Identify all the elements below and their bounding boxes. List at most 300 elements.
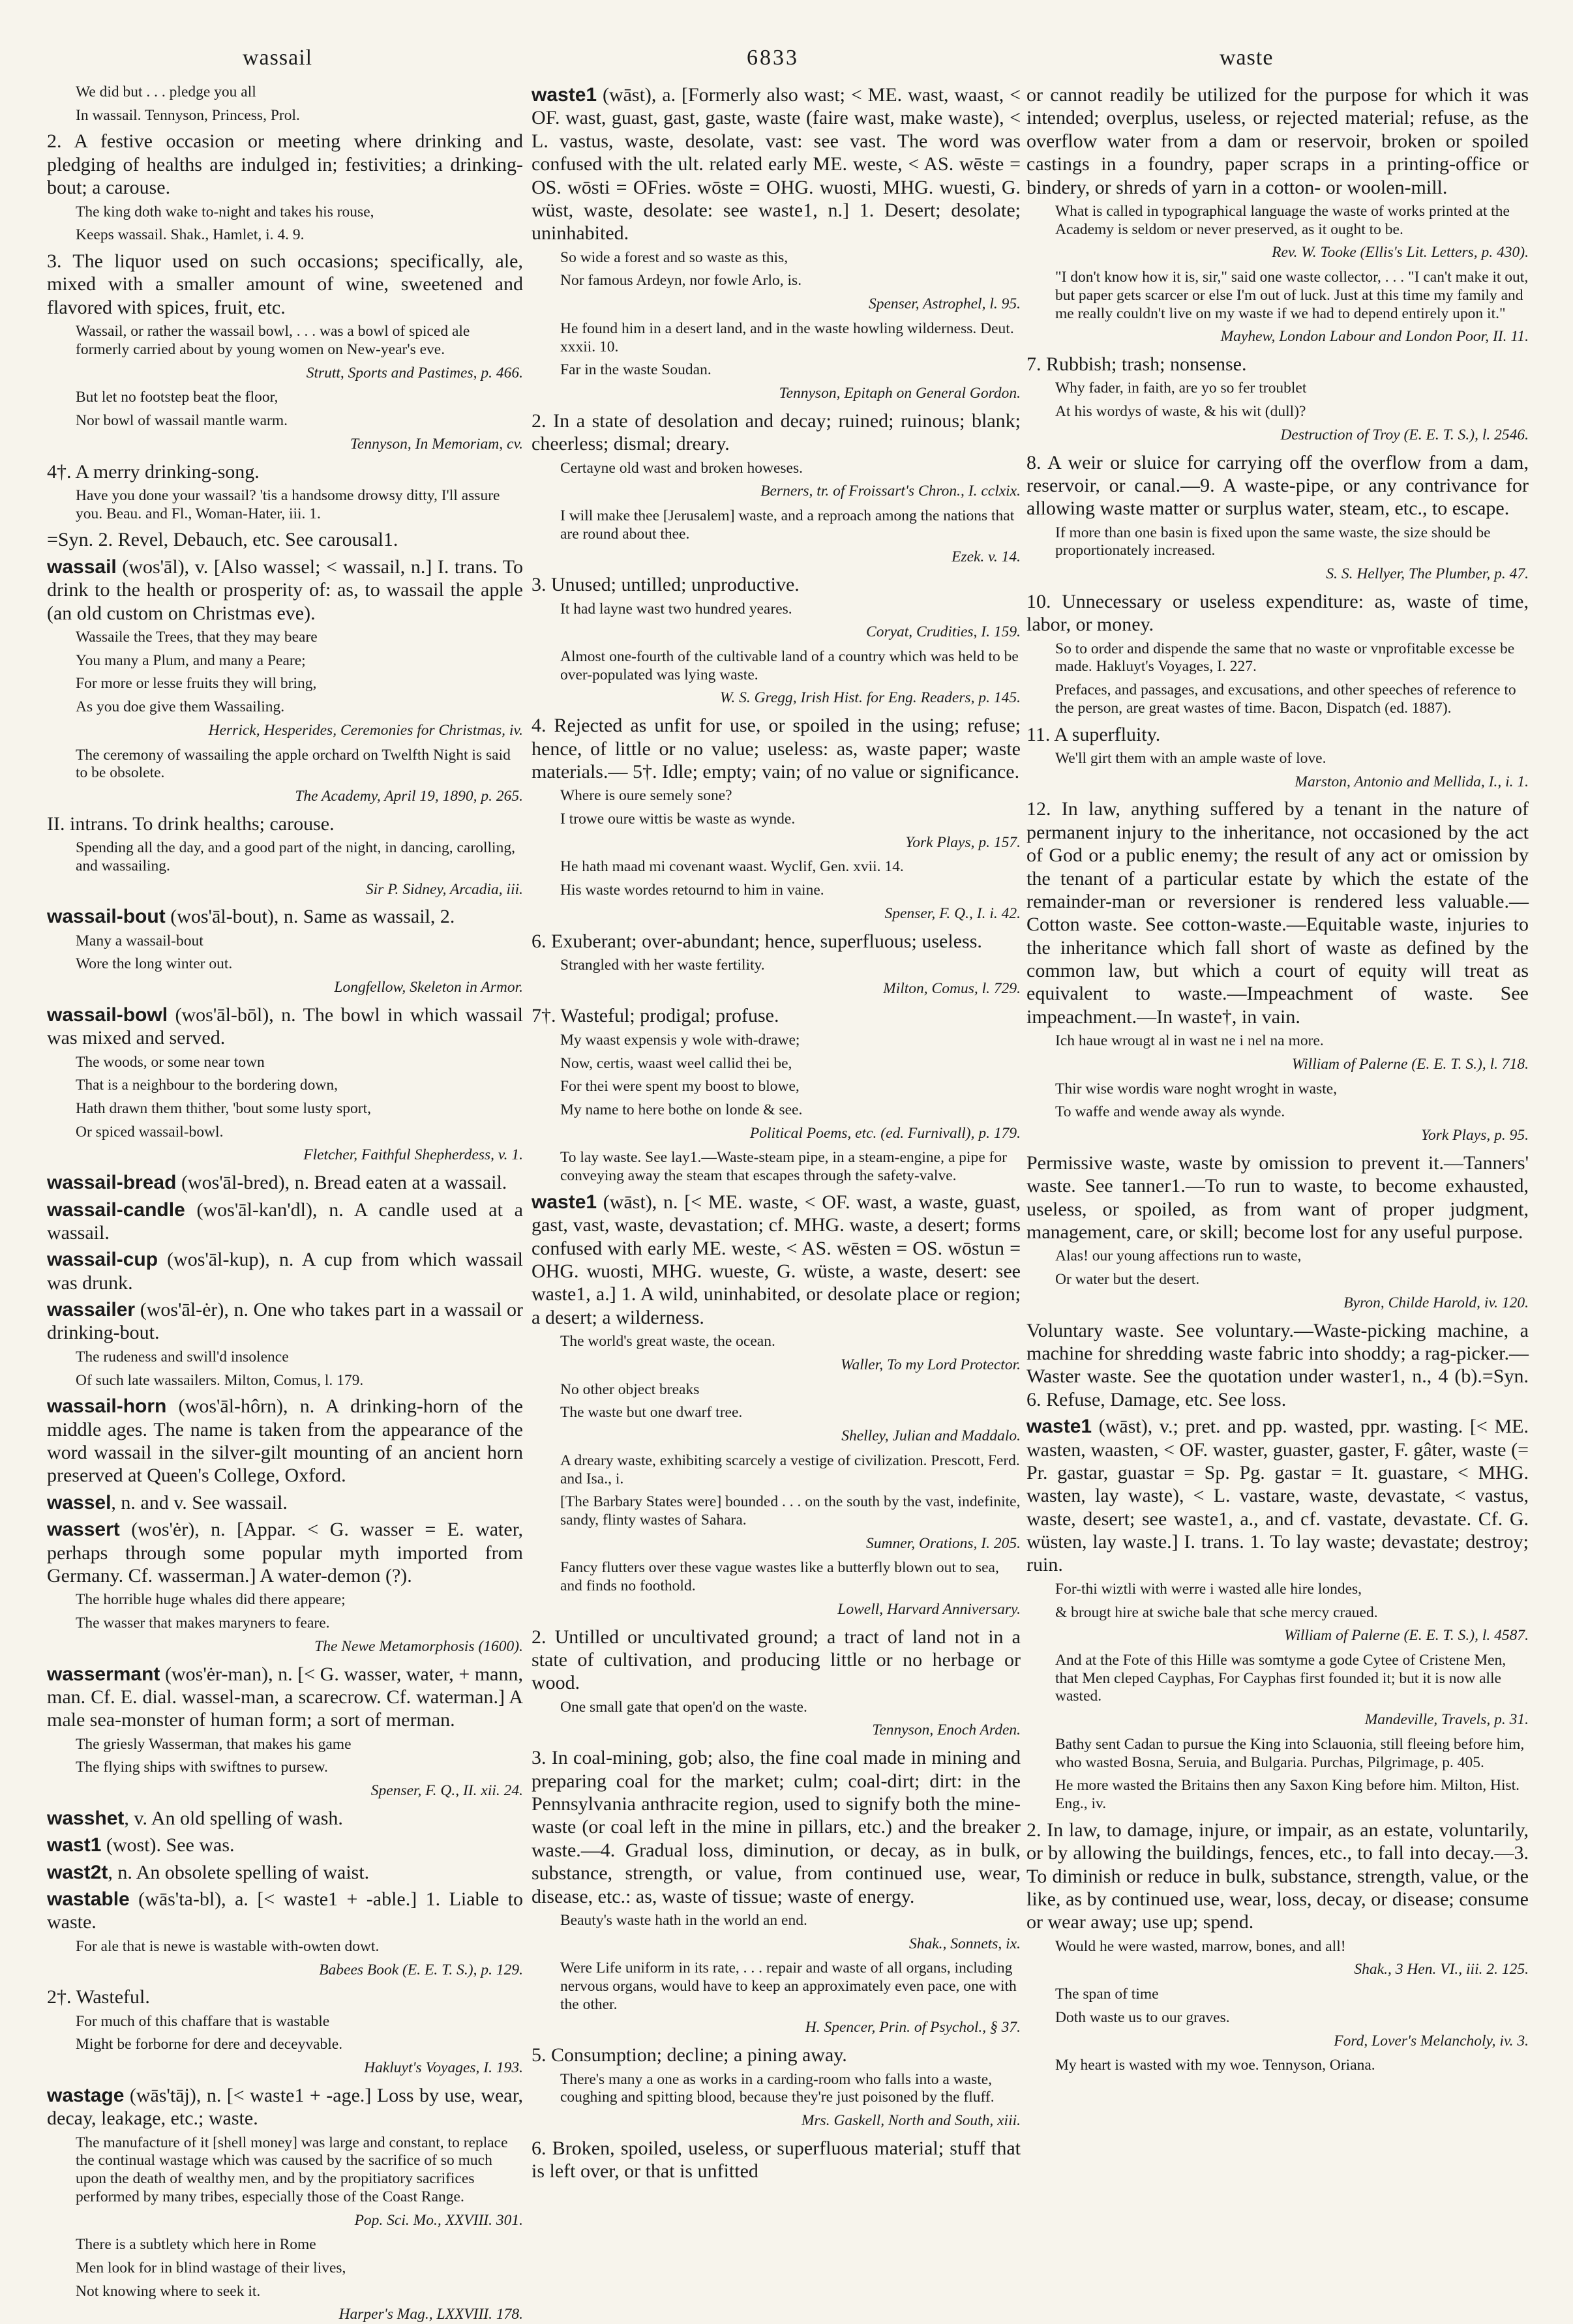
headword: wastage [47, 2084, 125, 2106]
entry-headword-paragraph [47, 1834, 523, 1856]
entry-text: In wassail. Tennyson, Princess, Prol. [76, 106, 300, 124]
entry-text: The waste but one dwarf tree. [560, 1404, 743, 1422]
quotation [1026, 1247, 1529, 1266]
entry-text: 2. A festive occasion or meeting where drinking and pledging of healths are indulged in; festivities; a drinking-bout; a carouse. [47, 130, 523, 199]
entry-text: Strutt, Sports and Pastimes, p. 466. [306, 364, 523, 381]
quotation [532, 1559, 1021, 1595]
entry-text: Or water but the desert. [1055, 1271, 1200, 1289]
entry-text: His waste wordes retournd to him in vaine. [560, 882, 824, 899]
entry-text: H. Spencer, Prin. of Psychol., § 37. [805, 2019, 1021, 2036]
definition-paragraph [47, 1986, 523, 2008]
entry-text: The world's great waste, the ocean. [560, 1333, 775, 1350]
entry-text: Berners, tr. of Froissart's Chron., I. cclxix. [760, 483, 1021, 500]
entry-text: Rev. W. Tooke (Ellis's Lit. Letters, p. 430). [1272, 244, 1529, 261]
entry-text: William of Palerne (E. E. T. S.), l. 718. [1291, 1055, 1529, 1073]
quotation [532, 601, 1021, 619]
entry-text: For ale that is newe is wastable with-owten dowt. [76, 1937, 380, 1955]
entry-text: Lowell, Harvard Anniversary. [837, 1600, 1021, 1618]
entry-text: Bathy sent Cadan to pursue the King into Sclauonia, still fleeing before him, who wasted Bosna, Seruia, and Bulgaria. Purchas, Pilgrimage, p. 405. [1055, 1735, 1525, 1771]
quotation [47, 2013, 523, 2031]
definition-paragraph [532, 2044, 1021, 2066]
citation-source [532, 295, 1021, 314]
citation-source [532, 623, 1021, 642]
quotation [532, 320, 1021, 356]
quotation [47, 389, 523, 407]
quotation [47, 932, 523, 951]
entry-text: 7†. Wasteful; prodigal; profuse. [532, 1005, 779, 1027]
quotation [47, 2259, 523, 2278]
quotation [47, 747, 523, 782]
quotation [532, 1101, 1021, 1120]
entry-text: Byron, Childe Harold, iv. 120. [1343, 1294, 1529, 1311]
quotation [47, 1348, 523, 1367]
quotation [532, 2071, 1021, 2107]
entry-text: Spenser, F. Q., I. i. 42. [884, 904, 1021, 922]
entry-text: Herrick, Hesperides, Ceremonies for Christmas, iv. [208, 721, 523, 739]
entry-text: Nor famous Ardeyn, nor fowle Arlo, is. [560, 272, 802, 290]
entry-headword-paragraph [47, 556, 523, 625]
quotation [1026, 1986, 1529, 2004]
entry-text: Harper's Mag., LXXVIII. 178. [338, 2306, 523, 2323]
entry-text: The Newe Metamorphosis (1600). [314, 1637, 523, 1655]
entry-text: Mayhew, London Labour and London Poor, II. 11. [1220, 328, 1529, 346]
quotation [47, 83, 523, 102]
entry-text: Tennyson, Enoch Arden. [872, 1721, 1021, 1739]
entry-text: It had layne wast two hundred yeares. [560, 600, 792, 618]
entry-text: Strangled with her waste fertility. [560, 957, 765, 974]
headword: wassail-horn [47, 1395, 167, 1418]
entry-text: A dreary waste, exhibiting scarcely a vestige of civilization. Prescott, Ferd. and Isa., i. [560, 1452, 1020, 1487]
definition-paragraph [1026, 797, 1529, 1028]
entry-text: The rudeness and swill'd insolence [76, 1348, 289, 1365]
entry-text: Waller, To my Lord Protector. [841, 1356, 1021, 1373]
citation-source [532, 1601, 1021, 1619]
entry-text: Tennyson, In Memoriam, cv. [350, 435, 523, 453]
entry-text: For thei were spent my boost to blowe, [560, 1078, 800, 1095]
quotation [1026, 681, 1529, 717]
entry-text: The Academy, April 19, 1890, p. 265. [295, 787, 523, 805]
quotation [47, 1938, 523, 1956]
entry-text: Beauty's waste hath in the world an end. [560, 1911, 807, 1929]
entry-text: Milton, Comus, l. 729. [883, 979, 1021, 997]
entry-text: To waffe and wende away als wynde. [1055, 1103, 1285, 1121]
citation-source [1026, 773, 1529, 792]
definition-paragraph [47, 812, 523, 835]
entry-text: 12. In law, anything suffered by a tenant in the nature of permanent injury to the inheritance, not occasioned by the act of God or a public enemy; the result of any act or omission by the tenant of a particular estate by which the estate of the remainder-man or reversioner is rendered less valuable.—Cotton waste. See cotton-waste.—Equitable waste, injuries to the inheritance which fall short of waste as defined by the common law, but which a court of equity will treat as equivalent to waste.—Impeachment of waste. See impeachment.—In waste†, in vain. [1026, 798, 1529, 1028]
quotation [47, 107, 523, 125]
quotation [1026, 1652, 1529, 1706]
definition-paragraph [1026, 83, 1529, 199]
entry-text: Shak., Sonnets, ix. [909, 1935, 1021, 1952]
headword: wassail-cup [47, 1249, 158, 1271]
entry-text: Thir wise wordis ware noght wroght in waste, [1055, 1080, 1338, 1097]
entry-headword-paragraph [47, 1491, 523, 1514]
definition-paragraph [532, 1626, 1021, 1695]
definition-paragraph [532, 410, 1021, 456]
entry-headword-paragraph [47, 1888, 523, 1934]
entry-text: Might be forborne for dere and deceyvable. [76, 2036, 343, 2053]
citation-source [532, 834, 1021, 852]
entry-text: 5. Consumption; decline; a pining away. [532, 2044, 847, 2066]
citation-source [532, 1356, 1021, 1375]
quotation [1026, 380, 1529, 398]
headword: waste1 [532, 1191, 597, 1213]
quotation [47, 487, 523, 523]
entry-text: 2. In a state of desolation and decay; ruined; ruinous; blank; cheerless; dismal; dreary. [532, 410, 1021, 455]
entry-text: The flying ships with swiftnes to pursew. [76, 1759, 328, 1776]
entry-text: We'll girt them with an ample waste of love. [1055, 749, 1326, 767]
entry-text: Fletcher, Faithful Shepherdess, v. 1. [303, 1146, 523, 1164]
entry-text: York Plays, p. 95. [1421, 1127, 1529, 1144]
entry-text: My name to here bothe on londe & see. [560, 1101, 803, 1118]
entry-text: Or spiced wassail-bowl. [76, 1123, 224, 1140]
entry-text: Voluntary waste. See voluntary.—Waste-picking machine, a machine for shredding waste fabric into shoddy; a rag-picker.—Waster waste. See the quotation under waster1, n., 4 (b).=Syn. 6. Refuse, Damage, etc. See loss. [1026, 1319, 1529, 1410]
entry-text: He found him in a desert land, and in the waste howling wilderness. Deut. xxxii. 10. [560, 320, 1014, 355]
quotation [532, 1912, 1021, 1930]
entry-text: For much of this chaffare that is wastable [76, 2012, 330, 2030]
citation-source [47, 1638, 523, 1656]
entry-text: (wāst), v.; pret. and pp. wasted, ppr. wasting. [< ME. wasten, waasten, < OF. waster, guaster, gaster, F. gâter, waste (= Pr. gastar, guastar = Sp. Pg. gastar = It. guastare, < MHG. wasten, lay waste), < L. vastare, waste, devastate, < vastus, waste, desert; see waste1, a., and cf. vastate, devastate. Cf. G. wüsten, lay waste.] I. trans. 1. To lay waste; devastate; destroy; ruin. [1026, 1416, 1529, 1576]
header-right-guide-word: waste [1220, 46, 1274, 70]
entry-headword-paragraph [47, 1518, 523, 1587]
citation-source [47, 722, 523, 740]
entry-text: For more or lesse fruits they will bring, [76, 675, 317, 693]
citation-source [532, 1935, 1021, 1954]
entry-text: Keeps wassail. Shak., Hamlet, i. 4. 9. [76, 226, 305, 244]
quotation [532, 1333, 1021, 1351]
entry-text: 3. In coal-mining, gob; also, the fine coal made in mining and preparing coal for the market; culm; coal-dirt; dirt: in the Pennsylvania anthracite region, used to signify both the mine-waste (or coal left in the mine in pillars, etc.) and the breaker waste.—4. Gradual loss, diminution, or decay, as in bulk, substance, strength, or value, from continued use, wear, disease, etc.: as, waste of tissue; waste of energy. [532, 1747, 1021, 1907]
quotation [47, 1759, 523, 1777]
entry-text: Of such late wassailers. Milton, Comus, l. 179. [76, 1371, 364, 1389]
entry-headword-paragraph [532, 1191, 1021, 1329]
citation-source [532, 905, 1021, 923]
citation-source [532, 548, 1021, 567]
quotation [47, 2036, 523, 2054]
headword: wassail-candle [47, 1199, 185, 1221]
quotation [47, 2134, 523, 2207]
quotation [1026, 524, 1529, 560]
entry-text: Spending all the day, and a good part of the night, in dancing, carolling, and wassailing. [76, 839, 515, 874]
entry-text: S. S. Hellyer, The Plumber, p. 47. [1326, 565, 1529, 583]
quotation [47, 412, 523, 430]
quotation [532, 1699, 1021, 1717]
entry-text: 7. Rubbish; trash; nonsense. [1026, 353, 1247, 375]
quotation [47, 1591, 523, 1609]
quotation [1026, 203, 1529, 239]
definition-paragraph [47, 528, 523, 551]
quotation [532, 1055, 1021, 1073]
citation-source [1026, 1294, 1529, 1313]
quotation [532, 272, 1021, 290]
quotation [532, 811, 1021, 829]
entry-text: Nor bowl of wassail mantle warm. [76, 412, 288, 430]
quotation [47, 1124, 523, 1142]
entry-headword-paragraph [47, 1199, 523, 1245]
entry-text: Fancy flutters over these vague wastes like a butterfly blown out to sea, and finds no foothold. [560, 1559, 999, 1595]
citation-source [47, 2306, 523, 2324]
headword: wast2t [47, 1861, 108, 1883]
entry-text: Many a wassail-bout [76, 932, 203, 949]
quotation [532, 1493, 1021, 1529]
entry-text: Wassaile the Trees, that they may beare [76, 628, 318, 646]
quotation [47, 1615, 523, 1633]
quotation [1026, 1103, 1529, 1122]
entry-headword-paragraph [47, 1663, 523, 1732]
entry-text: Where is oure semely sone? [560, 787, 732, 805]
entry-text: But let no footstep beat the floor, [76, 389, 278, 406]
entry-text: & brougt hire at swiche bale that sche mercy craued. [1055, 1603, 1378, 1621]
quotation [532, 507, 1021, 543]
entry-text: 4†. A merry drinking-song. [47, 460, 260, 483]
entry-text: Wassail, or rather the wassail bowl, . . . was a bowl of spiced ale formerly carried about by young women on New-year's eve. [76, 323, 470, 358]
headword: wassail-bowl [47, 1004, 168, 1026]
entry-text: I trowe oure wittis be waste as wynde. [560, 811, 796, 828]
entry-text: =Syn. 2. Revel, Debauch, etc. See carousal1. [47, 529, 398, 551]
quotation [47, 1736, 523, 1754]
quotation [1026, 403, 1529, 421]
entry-text: (wos'āl-bout), n. Same as wassail, 2. [165, 906, 455, 928]
entry-text: Ford, Lover's Melancholy, iv. 3. [1334, 2032, 1529, 2049]
entry-text: W. S. Gregg, Irish Hist. for Eng. Readers, p. 145. [719, 689, 1021, 707]
headword: wassert [47, 1519, 120, 1541]
entry-text: We did but . . . pledge you all [76, 83, 256, 100]
citation-source [47, 979, 523, 997]
citation-source [1026, 328, 1529, 346]
entry-text: II. intrans. To drink healths; carouse. [47, 812, 335, 835]
entry-text: Permissive waste, waste by omission to prevent it.—Tanners' waste. See tanner1.—To run to waste, to become exhausted, useless, or spoiled, as from want of proper judgment, management, care, or skill; become lost for any useful purpose. [1026, 1152, 1529, 1244]
page-number: 6833 [747, 46, 799, 70]
quotation [47, 839, 523, 875]
quotation [1026, 1032, 1529, 1050]
headword: wassailer [47, 1299, 136, 1321]
definition-paragraph [1026, 590, 1529, 636]
citation-source [47, 881, 523, 899]
entry-text: 2. In law, to damage, injure, or impair, as an estate, voluntarily, or by allowing the buildings, fences, etc., to fall into decay.—3. To diminish or reduce in bulk, substance, strength, value, or the like, as by continued use, wear, loss, decay, or disease; consume or wear away; use up; spend. [1026, 1819, 1529, 1933]
column-2 [532, 83, 1021, 2182]
entry-text: Wore the long winter out. [76, 955, 233, 973]
entry-text: No other object breaks [560, 1380, 700, 1398]
quotation [47, 203, 523, 222]
entry-text: The king doth wake to-night and takes his rouse, [76, 203, 374, 220]
citation-source [1026, 1711, 1529, 1729]
headword: wassel [47, 1491, 112, 1513]
entry-text: I will make thee [Jerusalem] waste, and a reproach among the nations that are round about thee. [560, 507, 1015, 543]
definition-paragraph [1026, 723, 1529, 746]
entry-headword-paragraph [1026, 1415, 1529, 1577]
entry-text: Almost one-fourth of the cultivable land of a country which was held to be over-populated was lying waste. [560, 648, 1019, 683]
citation-source [532, 980, 1021, 998]
header-left-guide-word: wassail [243, 46, 313, 70]
citation-source [532, 385, 1021, 403]
entry-text: (wos'ėr), n. [Appar. < G. wasser = E. water, perhaps through some popular myth imported from Germany. Cf. wasserman.] A water-demon (?). [47, 1519, 523, 1587]
quotation [1026, 2009, 1529, 2027]
definition-paragraph [1026, 1819, 1529, 1934]
entry-text: Pop. Sci. Mo., XXVIII. 301. [354, 2211, 523, 2229]
quotation [47, 1054, 523, 1072]
entry-text: , n. and v. See wassail. [111, 1491, 288, 1513]
quotation [1026, 269, 1529, 323]
entry-text: Mandeville, Travels, p. 31. [1364, 1711, 1529, 1729]
entry-text: The wasser that makes maryners to feare. [76, 1615, 330, 1632]
entry-text: (wos'āl-bōl), n. The bowl in which wassail was mixed and served. [47, 1004, 523, 1049]
entry-text: The griesly Wasserman, that makes his game [76, 1735, 352, 1753]
entry-text: The ceremony of wassailing the apple orchard on Twelfth Night is said to be obsolete. [76, 746, 511, 782]
entry-headword-paragraph [532, 83, 1021, 245]
column-3 [1026, 83, 1529, 2164]
entry-text: Hath drawn them thither, 'bout some lusty sport, [76, 1099, 371, 1117]
entry-text: Have you done your wassail? 'tis a handsome drowsy ditty, I'll assure you. Beau. and Fl., Woman-Hater, iii. 1. [76, 486, 500, 522]
entry-text: Sir P. Sidney, Arcadia, iii. [365, 880, 523, 898]
entry-text: Tennyson, Epitaph on General Gordon. [779, 385, 1021, 402]
entry-text: Destruction of Troy (E. E. T. S.), l. 2546. [1280, 426, 1529, 443]
citation-source [47, 788, 523, 806]
citation-source [532, 1721, 1021, 1740]
headword: wastable [47, 1888, 130, 1911]
quotation [47, 2283, 523, 2301]
quotation [47, 226, 523, 245]
entry-text: (wāst), a. [Formerly also wast; < ME. wast, waast, < OF. wast, guast, gast, gaste, waste (faire wast, make waste), < L. vastus, waste, desolate, vast: see vast. The word was confused with the ult. related early ME. weste, < AS. wēste = OS. wōsti = OFries. wōste = OHG. wuosti, MHG. wuesti, G. wüst, waste, desolate: see waste1, n.] 1. Desert; desolate; uninhabited. [532, 84, 1021, 245]
headword: wassermant [47, 1663, 160, 1685]
headword: wassail [47, 556, 117, 578]
entry-text: Spenser, F. Q., II. xii. 24. [370, 1782, 523, 1800]
entry-text: (wos'āl-kan'dl), n. A candle used at a wassail. [47, 1199, 523, 1244]
entry-text: And at the Fote of this Hille was somtyme a gode Cytee of Cristene Men, that Men cleped Cayphas, For Cayphas first founded it; but it is now alle wasted. [1055, 1652, 1506, 1705]
entry-text: 3. The liquor used on such occasions; specifically, ale, mixed with a smaller amount of wine, sweetened and flavored with spices, fruit, etc. [47, 250, 523, 318]
entry-text: (wos'āl-kup), n. A cup from which wassail was drunk. [47, 1249, 523, 1294]
quotation [532, 1959, 1021, 2014]
citation-source [47, 2212, 523, 2230]
entry-text: "I don't know how it is, sir," said one waste collector, . . . "I can't make it out, but paper gets scarcer or else I'm out of luck. Just at this time my family and me really couldn't live on my waste if we had to depend entirely upon it." [1055, 269, 1529, 322]
citation-source [47, 436, 523, 454]
citation-source [1026, 565, 1529, 584]
entry-text: York Plays, p. 157. [905, 833, 1021, 851]
entry-text: Alas! our young affections run to waste, [1055, 1247, 1302, 1265]
quotation [1026, 1080, 1529, 1099]
entry-text: [The Barbary States were] bounded . . . on the south by the vast, indefinite, sandy, flinty wastes of Sahara. [560, 1493, 1021, 1528]
quotation [1026, 1736, 1529, 1772]
entry-text: Far in the waste Soudan. [560, 361, 712, 379]
quotation [47, 1372, 523, 1390]
entry-text: 10. Unnecessary or useless expenditure: as, waste of time, labor, or money. [1026, 590, 1529, 636]
entry-text: (wos'ėr-man), n. [< G. wasser, water, + mann, man. Cf. E. dial. wassel-man, a scarecrow. Cf. waterman.] A male sea-monster of human form; a sort of merman. [47, 1663, 523, 1731]
entry-text: The manufacture of it [shell money] was large and constant, to replace the continual wastage which was caused by the sacrifice of so much upon the death of wealthy men, and by the propitiatory sacrifices performed by many tribes, especially those of the Coast Range. [76, 2134, 508, 2205]
quotation [1026, 1938, 1529, 1956]
citation-source [532, 483, 1021, 501]
entry-text: To lay waste. See lay1.—Waste-steam pipe, in a steam-engine, a pipe for conveying away the steam that escapes through the safety-valve. [560, 1149, 1007, 1185]
citation-source [47, 2059, 523, 2078]
entry-text: (wās'tāj), n. [< waste1 + -age.] Loss by use, wear, decay, leakage, etc.; waste. [47, 2084, 523, 2130]
entry-text: Coryat, Crudities, I. 159. [866, 623, 1021, 641]
quotation [532, 787, 1021, 805]
entry-text: The horrible huge whales did there appeare; [76, 1591, 346, 1609]
quotation [47, 323, 523, 359]
entry-headword-paragraph [47, 905, 523, 928]
entry-text: Longfellow, Skeleton in Armor. [334, 979, 523, 996]
entry-text: 4. Rejected as unfit for use, or spoiled in the using; refuse; hence, of little or no value; useless: as, waste paper; waste materials.— 5†. Idle; empty; vain; of no value or significance. [532, 715, 1021, 782]
entry-text: Political Poems, etc. (ed. Furnivall), p. 179. [749, 1124, 1021, 1142]
entry-headword-paragraph [47, 1004, 523, 1050]
entry-text: 8. A weir or sluice for carrying off the overflow from a dam, reservoir, or canal.—9. A waste-pipe, or any contrivance for allowing waste matter or surplus water, steam, etc., to escape. [1026, 451, 1529, 520]
entry-text: That is a neighbour to the bordering down, [76, 1077, 338, 1094]
entry-text: Men look for in blind wastage of their lives, [76, 2259, 346, 2276]
entry-text: Shelley, Julian and Maddalo. [841, 1427, 1021, 1445]
entry-text: Hakluyt's Voyages, I. 193. [364, 2059, 523, 2077]
quotation [1026, 1604, 1529, 1622]
citation-source [1026, 244, 1529, 262]
quotation [532, 1078, 1021, 1096]
entry-text: Babees Book (E. E. T. S.), p. 129. [319, 1961, 523, 1978]
citation-source [532, 1427, 1021, 1446]
entry-text: Not knowing where to seek it. [76, 2282, 261, 2300]
entry-text: (wās'ta-bl), a. [< waste1 + -able.] 1. Liable to waste. [47, 1888, 523, 1933]
quotation [532, 460, 1021, 478]
definition-paragraph [532, 2137, 1021, 2183]
entry-text: So wide a forest and so waste as this, [560, 248, 788, 266]
quotation [47, 955, 523, 974]
citation-source [532, 2112, 1021, 2130]
entry-text: Ich haue wrougt al in wast ne i nel na more. [1055, 1032, 1324, 1050]
quotation [532, 1032, 1021, 1050]
citation-source [532, 1535, 1021, 1553]
citation-source [47, 1146, 523, 1165]
entry-text: Doth waste us to our graves. [1055, 2008, 1230, 2026]
entry-text: 6. Exuberant; over-abundant; hence, superfluous; useless. [532, 930, 982, 952]
quotation [1026, 750, 1529, 768]
entry-text: The woods, or some near town [76, 1053, 265, 1071]
quotation [532, 882, 1021, 900]
definition-paragraph [47, 460, 523, 483]
entry-headword-paragraph [47, 1248, 523, 1294]
entry-text: My waast expensis y wole with-drawe; [560, 1031, 800, 1049]
citation-source [1026, 1627, 1529, 1645]
quotation [532, 1404, 1021, 1422]
definition-paragraph [532, 930, 1021, 953]
quotation [47, 629, 523, 647]
quotation [532, 1381, 1021, 1399]
citation-source [1026, 1961, 1529, 1979]
entry-text: Shak., 3 Hen. VI., iii. 2. 125. [1354, 1961, 1529, 1978]
definition-paragraph [47, 250, 523, 319]
headword: wassail-bread [47, 1172, 177, 1194]
entry-text: (wos'āl-bred), n. Bread eaten at a wassail. [176, 1172, 507, 1194]
citation-source [532, 2019, 1021, 2037]
entry-headword-paragraph [47, 1807, 523, 1830]
citation-source [1026, 426, 1529, 445]
entry-headword-paragraph [47, 2084, 523, 2130]
headword: waste1 [1026, 1416, 1092, 1438]
entry-text: Would he were wasted, marrow, bones, and all! [1055, 1937, 1346, 1955]
entry-text: (wos'āl-hôrn), n. A drinking-horn of the middle ages. The name is taken from the appearance of the word wassail in the silver-gilt mounting of an ancient horn preserved at Queen's College, Oxford. [47, 1395, 523, 1487]
quotation [47, 675, 523, 693]
definition-paragraph [532, 1746, 1021, 1908]
entry-text: At his wordys of waste, & his wit (dull)? [1055, 403, 1306, 421]
quotation [47, 698, 523, 717]
headword: wassail-bout [47, 906, 166, 928]
entry-text: (wost). See was. [101, 1834, 235, 1856]
entry-headword-paragraph [47, 1861, 523, 1884]
entry-text: The span of time [1055, 1986, 1159, 2003]
entry-text: For-thi wiztli with werre i wasted alle hire londes, [1055, 1580, 1362, 1598]
entry-text: Certayne old wast and broken howeses. [560, 459, 803, 477]
citation-source [47, 365, 523, 383]
entry-text: Were Life uniform in its rate, . . . repair and waste of all organs, including nervous organs, would have to keep an approximately even pace, one with the other. [560, 1959, 1017, 2013]
quotation [532, 858, 1021, 876]
definition-paragraph [1026, 353, 1529, 376]
citation-source [532, 1125, 1021, 1143]
entry-text: or cannot readily be utilized for the purpose for which it was intended; overplus, useless, or rejected material; refuse, as the overflow water from a dam or reservoir, broken or spoiled castings in a foundry, paper scraps in a printing-office or bindery, or shreds of yarn in a cotton- or woolen-mill. [1026, 84, 1529, 198]
entry-text: Spenser, Astrophel, l. 95. [868, 295, 1021, 313]
quotation [532, 361, 1021, 380]
